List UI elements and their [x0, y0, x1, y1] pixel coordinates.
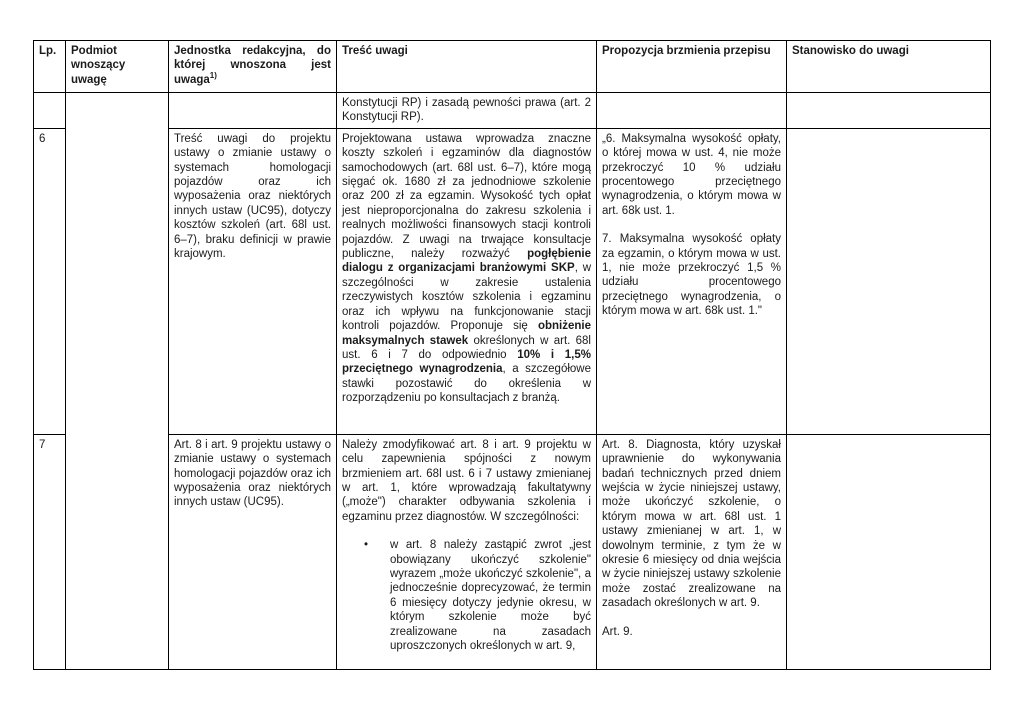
header-jednostka — [169, 41, 337, 93]
comments-table — [33, 40, 991, 670]
header-podmiot: Podmiot wnoszący uwagę — [66, 41, 169, 93]
header-stanowisko: Stanowisko do uwagi — [787, 41, 991, 93]
cell-tresc: Należy zmodyfikować art. 8 i art. 9 projektu w celu zapewnienia spójności z nowym brzmieniem art. 68l ust. 6 i 7 ustawy zmienianej w art. 1, które wprowadzają fakultatywny („może") charakter odbywania szkolenia i egzaminu przez diagnostów. W szczególności: • w art. 8 należy zastąpić zwrot „jest obowiązany ukończyć szkolenie" wyrazem „może ukończyć szkolenie", a jednocześnie doprecyzować, że termin 6 miesięcy dotyczy jedynie okresu, w którym szkolenie może być zrealizowane na zasadach uproszczonych określonych w art. 9, — [337, 434, 597, 669]
bullet-icon: • — [364, 539, 369, 552]
cell-propozycja: „6. Maksymalna wysokość opłaty, o której mowa w ust. 4, nie może przekroczyć 10 % udziału procentowego przeciętnego wynagrodzenia, o którym mowa w art. 68k ust. 1. 7. Maksymalna wysokość opłaty za egzamin, o którym mowa w ust. 1, nie może przekroczyć 1,5 % udziału procentowego przeciętnego wynagrodzenia, o którym mowa w art. 68k ust. 1." — [597, 128, 787, 434]
cell-stanowisko — [787, 434, 991, 669]
header-jednostka-label: Jednostka redakcyjna, do której wnoszona jest uwaga — [174, 45, 331, 86]
table-row-6 — [34, 128, 991, 434]
cell-podmiot — [66, 93, 169, 670]
cell-propozycja: Art. 8. Diagnosta, który uzyskał uprawnienie do wykonywania badań technicznych przed dniem wejścia w życie niniejszej ustawy, może ukończyć szkolenie, o którym mowa w art. 68l ust. 1 ustawy zmienianej w art. 1, w dowolnym terminie, z tym że w okresie 6 miesięcy od dnia wejścia w życie niniejszej ustawy szkolenie może zostać zrealizowane na zasadach określonych w art. 9. Art. 9. — [597, 434, 787, 669]
cell-jednostka — [169, 93, 337, 129]
cell-lp: 6 — [34, 128, 66, 434]
footnote-marker: 1) — [209, 70, 217, 80]
cell-stanowisko — [787, 93, 991, 129]
cell-stanowisko — [787, 128, 991, 434]
cell-jednostka: Art. 8 i art. 9 projektu ustawy o zmianie ustawy o systemach homologacji pojazdów oraz ich wyposażenia oraz niektórych innych ustaw (UC95). — [169, 434, 337, 669]
header-row — [34, 41, 991, 93]
table-row-continuation — [34, 93, 991, 129]
table-row-7 — [34, 434, 991, 669]
header-propozycja: Propozycja brzmienia przepisu — [597, 41, 787, 93]
cell-lp: 7 — [34, 434, 66, 669]
cell-tresc: Projektowana ustawa wprowadza znaczne koszty szkoleń i egzaminów dla diagnostów samochodowych (art. 68l ust. 6–7), które mogą sięgać ok. 1680 zł za jednodniowe szkolenie oraz 200 zł za egzamin. Wysokość tych opłat jest nieproporcjonalna do zakresu szkolenia i realnych możliwości finansowych stacji kontroli pojazdów. Z uwagi na trwające konsultacje publiczne, należy rozważyć pogłębienie dialogu z organizacjami branżowymi SKP, w szczególności w zakresie ustalenia rzeczywistych kosztów szkolenia i egzaminu oraz ich wpływu na funkcjonowanie stacji kontroli pojazdów. Proponuje się obniżenie maksymalnych stawek określonych w art. 68l ust. 6 i 7 do odpowiednio 10% i 1,5% przeciętnego wynagrodzenia, a szczegółowe stawki pozostawić do określenia w rozporządzeniu po konsultacjach z branżą. — [337, 128, 597, 434]
header-lp: Lp. — [34, 41, 66, 93]
cell-propozycja — [597, 93, 787, 129]
header-tresc: Treść uwagi — [337, 41, 597, 93]
cell-jednostka: Treść uwagi do projektu ustawy o zmianie ustawy o systemach homologacji pojazdów oraz ich wyposażenia oraz niektórych innych ustaw (UC95), dotyczy kosztów szkoleń (art. 68l ust. 6–7), braku definicji w prawie krajowym. — [169, 128, 337, 434]
cell-lp — [34, 93, 66, 129]
cell-tresc: Konstytucji RP) i zasadą pewności prawa (art. 2 Konstytucji RP). — [337, 93, 597, 129]
